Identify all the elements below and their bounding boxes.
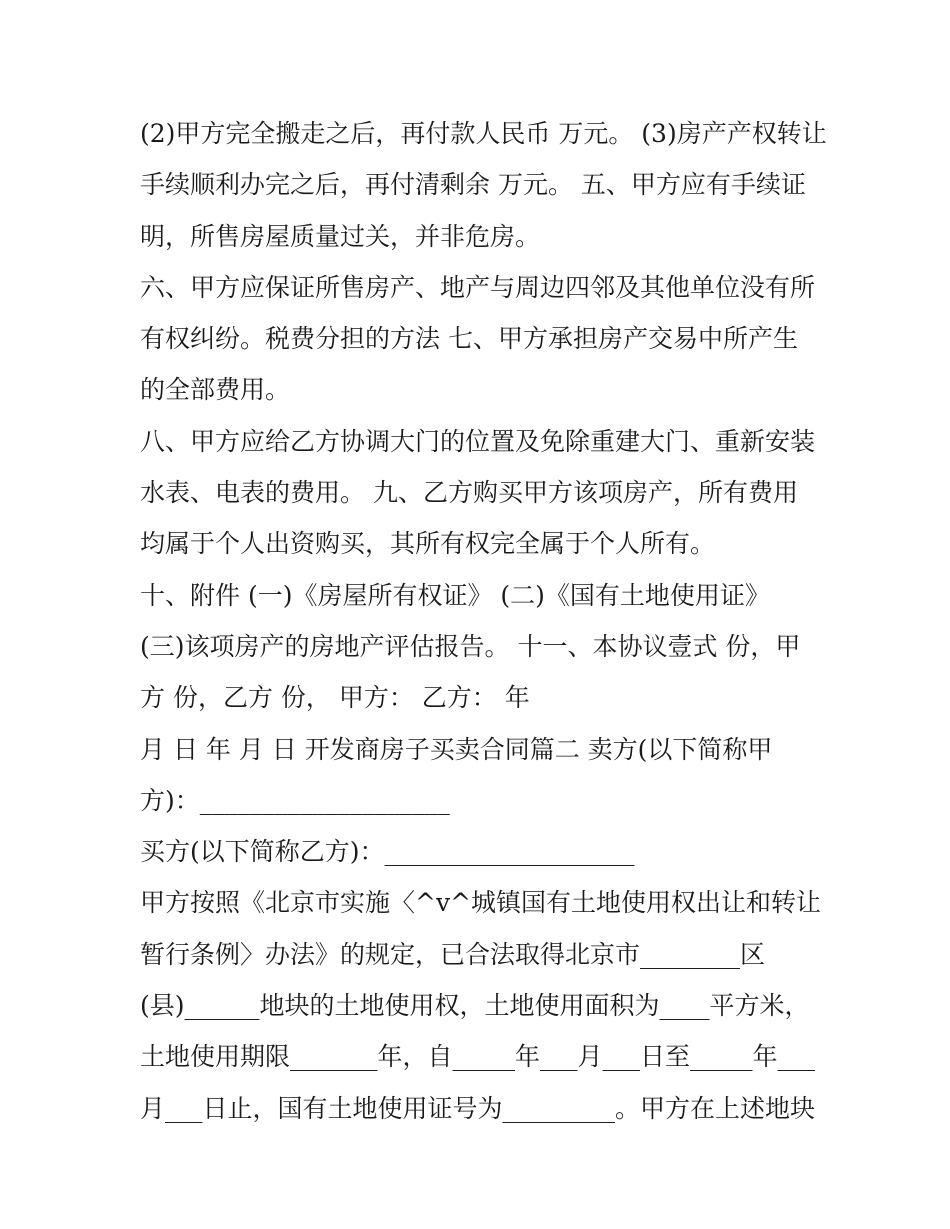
contract-text (140, 108, 827, 1134)
text-line: 方)：____________________ (140, 785, 450, 815)
text-line: 方 份，乙方 份， 甲方： 乙方： 年 (140, 683, 530, 713)
text-line: 十、附件 (一)《房屋所有权证》 (二)《国有土地使用证》 (140, 580, 770, 610)
text-line: 明，所售房屋质量过关，并非危房。 (140, 221, 541, 251)
text-line: 土地使用期限_______年，自_____年___月___日至_____年___ (140, 1042, 816, 1072)
text-line: 水表、电表的费用。 九、乙方购买甲方该项房产，所有费用 (140, 478, 798, 508)
text-line: 暂行条例〉办法》的规定，已合法取得北京市________区 (140, 939, 766, 969)
text-line: 八、甲方应给乙方协调大门的位置及免除重建大门、重新安装 (140, 426, 816, 456)
text-line: 手续顺利办完之后，再付清剩余 万元。 五、甲方应有手续证 (140, 170, 806, 200)
text-line: 甲方按照《北京市实施〈^v^城镇国有土地使用权出让和转让 (140, 888, 822, 918)
text-line: 月___日止，国有土地使用证号为_________。甲方在上述地块 (140, 1093, 816, 1123)
text-line: 的全部费用。 (140, 375, 291, 405)
text-line: 有权纠纷。税费分担的方法 七、甲方承担房产交易中所产生 (140, 324, 798, 354)
text-line: 买方(以下简称乙方)：____________________ (140, 837, 635, 867)
text-line: 六、甲方应保证所售房产、地产与周边四邻及其他单位没有所 (140, 272, 816, 302)
text-line: (县)______地块的土地使用权，土地使用面积为____平方米， (140, 991, 810, 1021)
text-line: (三)该项房产的房地产评估报告。 十一、本协议壹式 份，甲 (140, 631, 801, 661)
text-line: 均属于个人出资购买，其所有权完全属于个人所有。 (140, 529, 716, 559)
text-line: (2)甲方完全搬走之后，再付款人民币 万元。 (3)房产产权转让 (140, 119, 827, 148)
text-line: 月 日 年 月 日 开发商房子买卖合同篇二 卖方(以下简称甲 (140, 734, 773, 764)
